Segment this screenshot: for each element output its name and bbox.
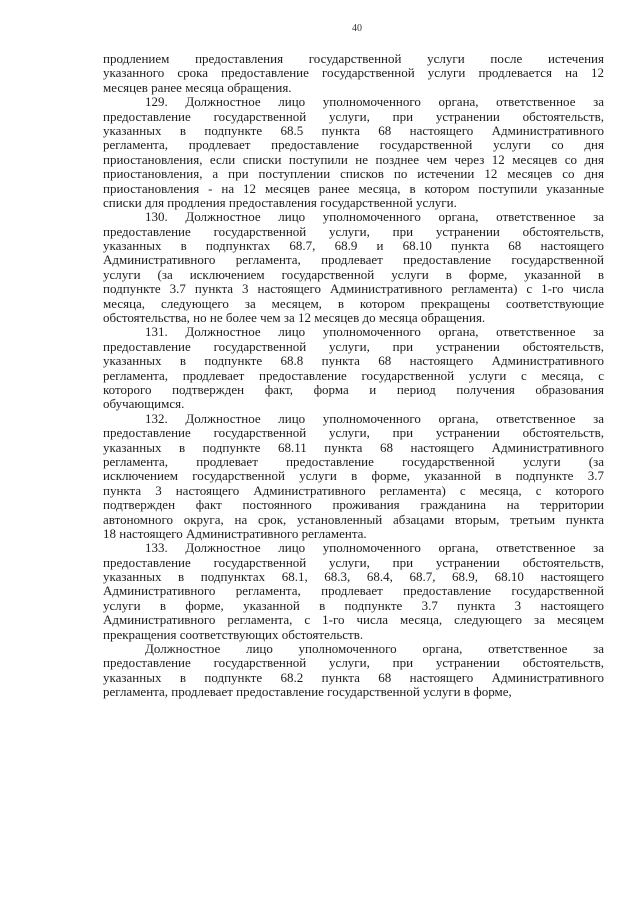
text-line: подпункте 3.7 пункта 3 настоящего Административного регламента) с 1-го числа <box>103 281 604 297</box>
text-line: которого подтвержден факт, форма и период получения образования <box>103 381 604 397</box>
text-line: пункта 3 настоящего Административного регламента) с месяца, с которого <box>103 482 604 498</box>
text-line: 129. Должностное лицо уполномоченного органа, ответственное за <box>145 94 604 110</box>
text-line: указанных в подпунктах 68.1, 68.3, 68.4, 68.7, 68.9, 68.10 настоящего <box>103 569 604 585</box>
text-line: предоставление государственной услуги, при устранении обстоятельств, <box>103 655 604 671</box>
text-line: предоставление государственной услуги, при устранении обстоятельств, <box>103 338 604 354</box>
page-number: 40 <box>352 23 362 34</box>
paragraph <box>103 52 604 95</box>
text-line: предоставление государственной услуги, при устранении обстоятельств, <box>103 223 604 239</box>
text-line: регламента, продлевает предоставление государственной услуги в форме, <box>103 684 512 700</box>
text-line: предоставление государственной услуги, при устранении обстоятельств, <box>103 108 604 124</box>
text-line: Административного регламента, продлевает предоставление государственной <box>103 252 604 268</box>
text-line: автономного округа, на срок, установленный абзацами вторым, третьим пункта <box>103 511 604 527</box>
text-line: прекращения соответствующих обстоятельств. <box>103 626 364 642</box>
text-line: регламента, продлевает предоставление государственной услуги со дня <box>103 137 604 153</box>
text-line: продлением предоставления государственной услуги после истечения <box>103 51 604 66</box>
text-line: регламента, продлевает предоставление государственной услуги (за <box>103 453 604 469</box>
text-line: Административного регламента, с 1-го числа месяца, следующего за месяцем <box>103 612 604 628</box>
text-line: месяца, следующего за месяцем, в котором прекращены соответствующие <box>103 295 604 311</box>
text-line: приостановления, а при поступлении списков по истечении 12 месяцев со дня <box>103 166 604 182</box>
text-line: указанных в подпункте 68.11 пункта 68 настоящего Административного <box>103 439 604 455</box>
text-line: приостановления, если списки поступили не позднее чем через 12 месяцев со дня <box>103 151 604 167</box>
text-line: указанных в подпункте 68.2 пункта 68 настоящего Административного <box>103 669 604 685</box>
text-line: указанных в подпункте 68.5 пункта 68 настоящего Административного <box>103 122 604 138</box>
paragraph <box>103 412 604 542</box>
text-line: указанного срока предоставление государственной услуги продлевается на 12 <box>103 65 604 81</box>
text-line: указанных в подпунктах 68.7, 68.9 и 68.10 пункта 68 настоящего <box>103 238 604 254</box>
text-line: регламента, продлевает предоставление государственной услуги с месяца, с <box>103 367 604 383</box>
text-line: Административного регламента, продлевает предоставление государственной <box>103 583 604 599</box>
text-line: услуги в форме, указанной в подпункте 3.7 пункта 3 настоящего <box>103 597 604 613</box>
text-line: 131. Должностное лицо уполномоченного органа, ответственное за <box>145 324 604 340</box>
text-line: предоставление государственной услуги, при устранении обстоятельств, <box>103 425 604 441</box>
text-line: списки для продления предоставления государственной услуги. <box>103 194 457 210</box>
document-body <box>103 52 604 700</box>
text-line: обучающимся. <box>103 396 185 412</box>
text-line: 132. Должностное лицо уполномоченного органа, ответственное за <box>145 410 604 426</box>
text-line: предоставление государственной услуги, при устранении обстоятельств, <box>103 554 604 570</box>
text-line: указанных в подпункте 68.8 пункта 68 настоящего Административного <box>103 353 604 369</box>
text-line: 133. Должностное лицо уполномоченного органа, ответственное за <box>145 540 604 556</box>
text-line: обстоятельства, но не более чем за 12 месяцев до месяца обращения. <box>103 310 486 326</box>
paragraph <box>103 95 604 210</box>
paragraph <box>103 541 604 642</box>
text-line: подтвержден факт постоянного проживания гражданина на территории <box>103 497 604 513</box>
text-line: исключением государственной услуги в форме, указанной в подпункте 3.7 <box>103 468 604 484</box>
text-line: приостановления - на 12 месяцев ранее месяца, в котором поступили указанные <box>103 180 604 196</box>
text-line: Должностное лицо уполномоченного органа, ответственное за <box>145 641 604 657</box>
text-line: месяцев ранее месяца обращения. <box>103 79 292 95</box>
text-line: услуги (за исключением государственной услуги в форме, указанной в <box>103 266 604 282</box>
paragraph <box>103 325 604 411</box>
text-line: 18 настоящего Административного регламента. <box>103 525 367 541</box>
paragraph <box>103 210 604 325</box>
text-line: 130. Должностное лицо уполномоченного органа, ответственное за <box>145 209 604 225</box>
paragraph <box>103 642 604 700</box>
